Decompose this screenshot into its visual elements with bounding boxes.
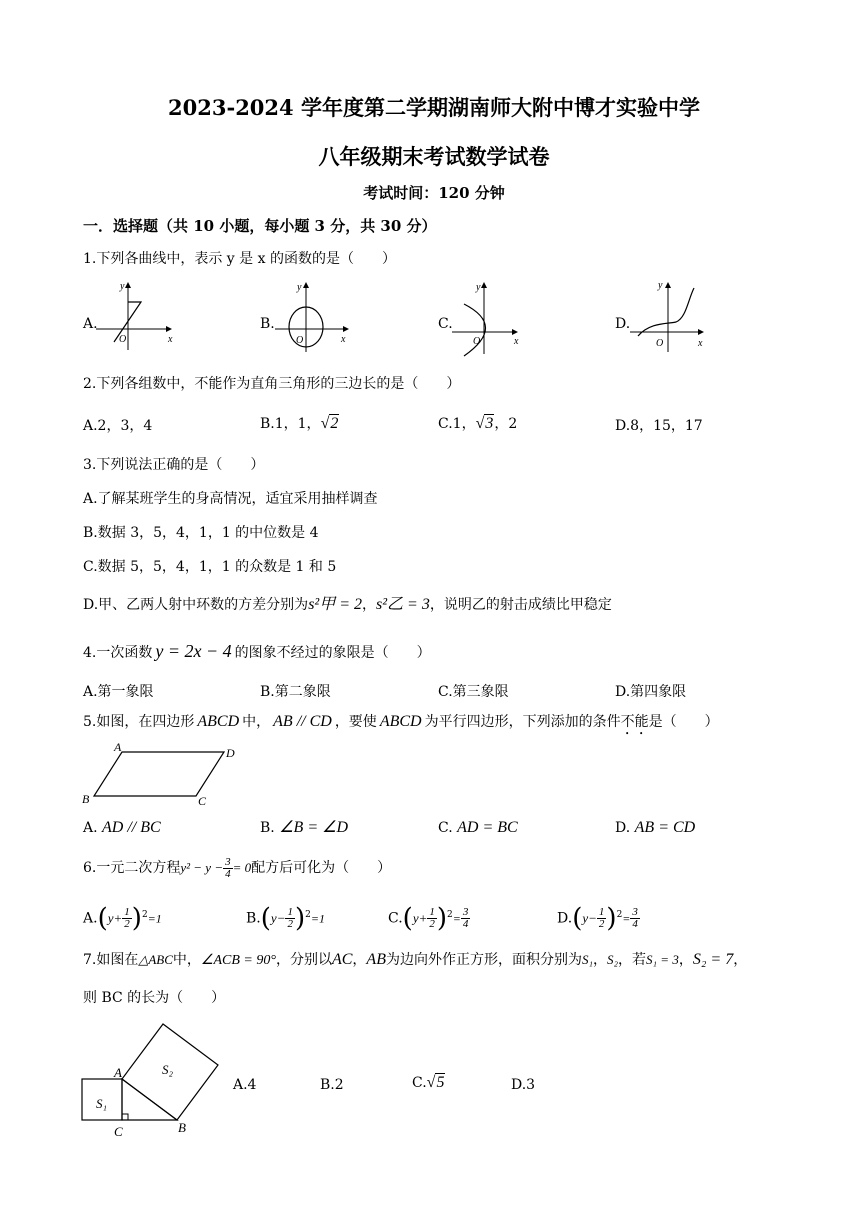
q2-option-a: A.2，3，4 [83,418,153,434]
q3-option-d-variance-jia: s²甲 = 2 [308,596,363,613]
q6-b-op: − [276,910,286,926]
q5-stem-math1: ABCD [197,713,240,730]
q2-option-b-sqrt: √2 [320,415,339,432]
q5-option-b-math: ∠B = ∠D [279,819,349,836]
q4-stem [83,641,431,663]
q7-squares-figure [80,1024,230,1142]
q2-option-b [260,414,339,434]
q6-d-rparen: ) [606,903,617,934]
q5-option-b [260,818,348,838]
q3-stem: 3.下列说法正确的是（ ） [83,457,265,473]
q4-option-c: C.第三象限 [438,684,509,700]
q6-b-rhs: 1 [318,911,325,926]
q5-option-b-label: B. [260,820,275,836]
q4-stem-suffix: 的图象不经过的象限是（ ） [234,645,431,661]
q7-option-c-sqrt: √5 [426,1074,445,1091]
q2-option-d: D.8，15，17 [615,418,703,434]
q6-stem [83,852,391,884]
q3-option-c: C.数据 5，5，4，1，1 的众数是 1 和 5 [83,559,337,575]
q6-d-lparen: ( [572,903,583,934]
q6-a-rhs: 1 [155,911,162,926]
q5-stem-emphasis: 不能 [620,714,649,730]
q4-stem-equation: y = 2x − 4 [155,641,232,661]
q4-option-b: B.第二象限 [260,684,331,700]
q7-stem-line2: 则 BC 的长为（ ） [83,990,226,1006]
q5-parallelogram-figure [82,742,242,808]
q6-c-eq: = [452,911,461,926]
q6-stem-equation-right: = 0 [232,860,252,875]
q7-m7: S₁ = 3 [646,952,679,967]
q1-c-origin-label: O [473,336,481,347]
q3-option-d-variance-yi: s²乙 = 3 [376,596,430,613]
q6-c-op: + [418,910,428,926]
q7-label-s1: S₁ [96,1096,108,1111]
q5-stem-mid3: 为平行四边形，下列添加的条件 [424,714,621,730]
q6-d-half: $\frac{1}{2}$ [598,906,605,931]
q1-d-origin-label: O [656,338,664,349]
q7-mid6: ，若 [618,952,647,968]
q5-label-c: C [198,794,207,808]
q7-label-b: B [178,1120,186,1135]
q2-option-c-sqrt: √3 [475,415,494,432]
q1-a-x-label: x [168,334,173,345]
q2-option-c-suffix: ，2 [494,416,518,432]
q6-b-half: $\frac{1}{2}$ [287,906,293,931]
q5-stem-prefix: 5.如图，在四边形 [83,714,195,730]
q5-option-c [438,818,518,838]
q6-d-op: − [588,910,597,926]
q1-graph-a [96,282,176,352]
q7-m8: S₂ = 7 [692,951,734,968]
q5-option-d-math: AB = CD [634,819,696,836]
q7-mid7: ， [678,952,693,968]
q6-d-rhs: $\frac{3}{4}$ [632,906,638,931]
q1-option-a-label: A. [83,316,98,332]
q7-mid2: ，分别以 [275,952,332,968]
q6-option-d [557,898,640,936]
q7-mid3: ， [352,952,367,968]
q7-option-c-label: C. [412,1075,427,1091]
q4-option-a: A.第一象限 [83,684,154,700]
q6-option-a-label: A. [83,910,98,927]
q6-stem-prefix: 6.一元二次方程 [83,860,181,876]
q5-option-a [83,818,161,838]
q7-m1: △ABC [138,952,173,967]
q1-c-y-label: y [476,282,481,293]
q6-d-exp: 2 [616,910,623,920]
q6-stem-equation-left: y² − y − [180,860,224,875]
q6-d-eq: = [622,911,631,926]
q1-d-y-label: y [658,280,663,291]
q4-option-d: D.第四象限 [615,684,687,700]
q3-option-d [83,595,612,615]
exam-time: 考试时间：120 分钟 [363,184,505,202]
q6-b-exp: 2 [305,910,311,920]
q6-option-d-label: D. [557,910,573,927]
q5-stem-suffix: 是（ ） [648,714,719,730]
q6-b-lparen: ( [260,903,271,934]
q7-stem-line1 [83,950,747,971]
q4-stem-prefix: 4.一次函数 [83,645,153,661]
q7-option-d: D.3 [511,1077,536,1093]
q6-c-lparen: ( [402,903,413,934]
q1-a-origin-label: O [119,334,127,345]
q5-option-d-label: D. [615,820,631,836]
q7-mid8: ， [733,952,748,968]
q7-m6: S₂ [607,952,619,967]
q7-mid5: ， [593,952,607,968]
q6-a-eq: = [147,911,156,926]
exam-title-line2: 八年级期末考试数学试卷 [318,144,550,169]
q3-option-d-suffix: ，说明乙的射击成绩比甲稳定 [429,597,612,613]
q6-c-rhs: $\frac{3}{4}$ [462,906,469,931]
q7-m4: AB [366,951,386,968]
q3-option-b: B.数据 3，5，4，1，1 的中位数是 4 [83,525,319,541]
q6-a-exp: 2 [141,910,148,920]
q7-option-c [412,1073,445,1093]
q5-stem-math3: ABCD [379,713,422,730]
q1-b-x-label: x [341,334,346,345]
q5-stem-math2: AB // CD [273,713,332,730]
q6-b-rparen: ) [294,903,306,934]
q6-b-eq: = [310,911,319,926]
q1-option-d-label: D. [615,316,631,332]
q6-stem-fraction: $\frac{3}{4}$ [225,855,231,880]
q7-m5: S₁ [581,952,593,967]
q7-prefix: 7.如图在 [83,952,139,968]
q5-label-b: B [82,792,90,806]
q1-b-y-label: y [297,282,302,293]
q6-option-b [246,898,325,936]
q5-option-a-math: AD // BC [102,819,161,836]
q3-option-a: A.了解某班学生的身高情况，适宜采用抽样调查 [83,491,378,507]
q3-option-d-sep: ， [362,597,377,613]
q6-a-lparen: ( [97,903,108,934]
section1-heading: 一．选择题（共 10 小题，每小题 3 分，共 30 分） [83,217,437,235]
q7-label-s2: S₂ [162,1062,174,1077]
q1-c-x-label: x [514,336,519,347]
q5-stem-mid2: ，要使 [334,714,377,730]
q7-mid1: 中， [172,952,201,968]
q7-label-a: A [114,1065,122,1080]
q6-a-op: + [113,910,123,926]
q1-option-c-label: C. [438,316,453,332]
q2-option-c-text: C.1， [438,416,476,432]
q1-stem: 1.下列各曲线中，表示 y 是 x 的函数的是（ ） [83,251,396,267]
q1-graph-d [630,280,710,352]
q6-c-exp: 2 [447,910,453,920]
q7-mid4: 为边向外作正方形，面积分别为 [385,952,582,968]
q1-graph-b [275,282,355,354]
q7-m2: ∠ACB = 90° [200,953,276,968]
q6-b-var: y [270,910,277,926]
q2-option-c [438,414,517,434]
q6-d-var: y [582,910,589,926]
q6-a-rparen: ) [131,903,142,934]
q6-a-half: $\frac{1}{2}$ [124,906,130,931]
q6-option-c-label: C. [388,910,403,927]
q6-c-half: $\frac{1}{2}$ [429,906,435,931]
exam-title-line1: 2023-2024 学年度第二学期湖南师大附中博才实验中学 [168,95,700,120]
q5-option-c-label: C. [438,820,453,836]
q5-stem-mid1: 中， [242,714,271,730]
q7-label-c: C [114,1124,123,1139]
q7-option-a: A.4 [233,1077,257,1093]
q5-label-d: D [226,746,235,760]
q5-option-d [615,818,695,838]
q2-option-b-text: B.1，1， [260,416,321,432]
q1-d-x-label: x [698,338,703,349]
q2-stem: 2.下列各组数中，不能作为直角三角形的三边长的是（ ） [83,376,461,392]
q5-option-a-label: A. [83,820,98,836]
q6-option-c [388,898,470,936]
q5-stem [83,712,719,738]
q6-a-var: y [107,910,114,926]
q1-option-b-label: B. [260,316,275,332]
q5-option-c-math: AD = BC [457,819,518,836]
q1-graph-c [452,282,532,354]
q6-option-a [83,898,162,936]
q6-stem-suffix: 配方后可化为（ ） [251,860,392,876]
q1-b-origin-label: O [296,335,304,346]
q3-option-d-prefix: D.甲、乙两人射中环数的方差分别为 [83,597,309,613]
q6-option-b-label: B. [246,910,261,927]
q7-m3: AC [331,951,353,968]
q7-option-b: B.2 [320,1077,344,1093]
q5-label-a: A [114,740,122,754]
q6-c-rparen: ) [436,903,448,934]
q1-a-y-label: y [120,281,125,292]
q6-c-var: y [412,910,419,926]
